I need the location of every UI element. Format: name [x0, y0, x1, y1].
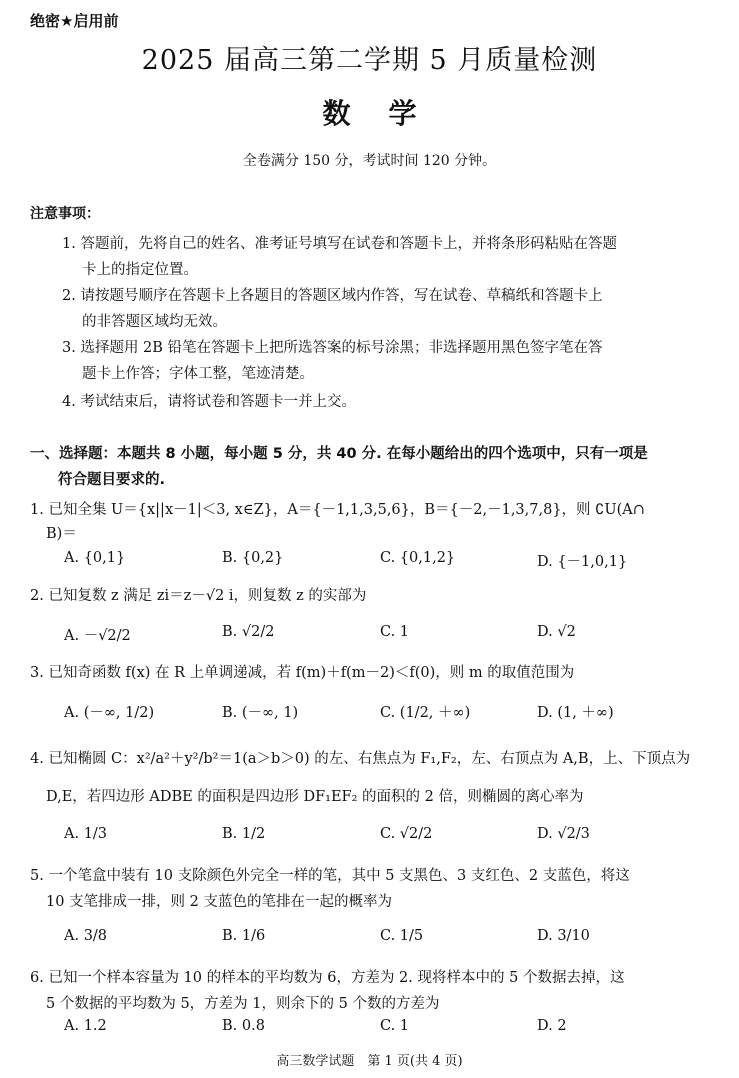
q4-option-a: A. 1/3 [64, 826, 108, 842]
note-line: 2. 请按题号顺序在答题卡上各题目的答题区域内作答，写在试卷、草稿纸和答题卡上 [62, 288, 603, 304]
q2-option-c: C. 1 [380, 624, 410, 640]
question-4-line: D,E，若四边形 ADBE 的面积是四边形 DF₁EF₂ 的面积的 2 倍，则椭圆的离心率为 [46, 789, 584, 805]
question-6-line: 6. 已知一个样本容量为 10 的样本的平均数为 6，方差为 2. 现将样本中的 5 个数据去掉，这 [30, 970, 625, 986]
page-footer: 高三数学试题 第 1 页(共 4 页) [276, 1054, 463, 1069]
note-line: 3. 选择题用 2B 铅笔在答题卡上把所选答案的标号涂黑；非选择题用黑色签字笔在答 [62, 340, 603, 356]
note-line: 的非答题区域均无效。 [82, 314, 227, 330]
q4-option-c: C. √2/2 [380, 826, 433, 842]
question-1-line: 1. 已知全集 U＝{x||x－1|＜3, x∈Z}，A＝{－1,1,3,5,6}，B＝{－2,－1,3,7,8}，则 ∁U(A∩ [30, 502, 645, 518]
notes-title: 注意事项： [30, 206, 100, 222]
q4-option-b: B. 1/2 [222, 826, 266, 842]
q5-option-a: A. 3/8 [64, 928, 108, 944]
question-6-line: 5 个数据的平均数为 5，方差为 1，则余下的 5 个数的方差为 [46, 996, 440, 1012]
q3-option-d: D. (1, ＋∞) [537, 705, 614, 721]
note-line: 1. 答题前，先将自己的姓名、准考证号填写在试卷和答题卡上，并将条形码粘贴在答题 [62, 236, 617, 252]
q6-option-b: B. 0.8 [222, 1018, 265, 1034]
q3-option-c: C. (1/2, ＋∞) [380, 705, 471, 721]
q6-option-c: C. 1 [380, 1018, 410, 1034]
section-heading-cont: 符合题目要求的. [58, 472, 166, 488]
note-line: 4. 考试结束后，请将试卷和答题卡一并上交。 [62, 394, 356, 410]
q1-option-b: B. {0,2} [222, 550, 284, 566]
question-2-line: 2. 已知复数 z 满足 zi＝z－√2 i，则复数 z 的实部为 [30, 588, 367, 604]
question-3-line: 3. 已知奇函数 f(x) 在 R 上单调递减，若 f(m)＋f(m－2)＜f(0)，则 m 的取值范围为 [30, 665, 575, 681]
q1-option-a: A. {0,1} [64, 550, 126, 566]
question-5-line: 5. 一个笔盒中装有 10 支除颜色外完全一样的笔，其中 5 支黑色、3 支红色、2 支蓝色，将这 [30, 868, 630, 884]
q4-option-d: D. √2/3 [537, 826, 590, 842]
subject-title: 数学 [322, 97, 455, 130]
q2-option-a: A. －√2/2 [64, 628, 131, 644]
q2-option-d: D. √2 [537, 624, 576, 640]
q5-option-d: D. 3/10 [537, 928, 590, 944]
exam-title: 2025 届高三第二学期 5 月质量检测 [141, 45, 598, 76]
note-line: 卡上的指定位置。 [82, 262, 198, 278]
section-heading: 一、选择题：本题共 8 小题，每小题 5 分，共 40 分. 在每小题给出的四个选项中，只有一项是 [30, 446, 648, 462]
q6-option-d: D. 2 [537, 1018, 567, 1034]
question-1-line: B)＝ [46, 526, 77, 542]
note-line: 题卡上作答；字体工整，笔迹清楚。 [82, 366, 314, 382]
q3-option-a: A. (－∞, 1/2) [64, 705, 155, 721]
q1-option-d: D. {－1,0,1} [537, 554, 628, 570]
question-5-line: 10 支笔排成一排，则 2 支蓝色的笔排在一起的概率为 [46, 894, 393, 910]
question-4-line: 4. 已知椭圆 C：x²/a²＋y²/b²＝1(a＞b＞0) 的左、右焦点为 F₁,F₂，左、右顶点为 A,B，上、下顶点为 [30, 751, 691, 767]
q6-option-a: A. 1.2 [64, 1018, 107, 1034]
confidential-label: 绝密★启用前 [30, 12, 119, 30]
q3-option-b: B. (－∞, 1) [222, 705, 299, 721]
q2-option-b: B. √2/2 [222, 624, 275, 640]
q5-option-c: C. 1/5 [380, 928, 424, 944]
q1-option-c: C. {0,1,2} [380, 550, 456, 566]
score-info: 全卷满分 150 分，考试时间 120 分钟。 [242, 153, 497, 169]
q5-option-b: B. 1/6 [222, 928, 266, 944]
